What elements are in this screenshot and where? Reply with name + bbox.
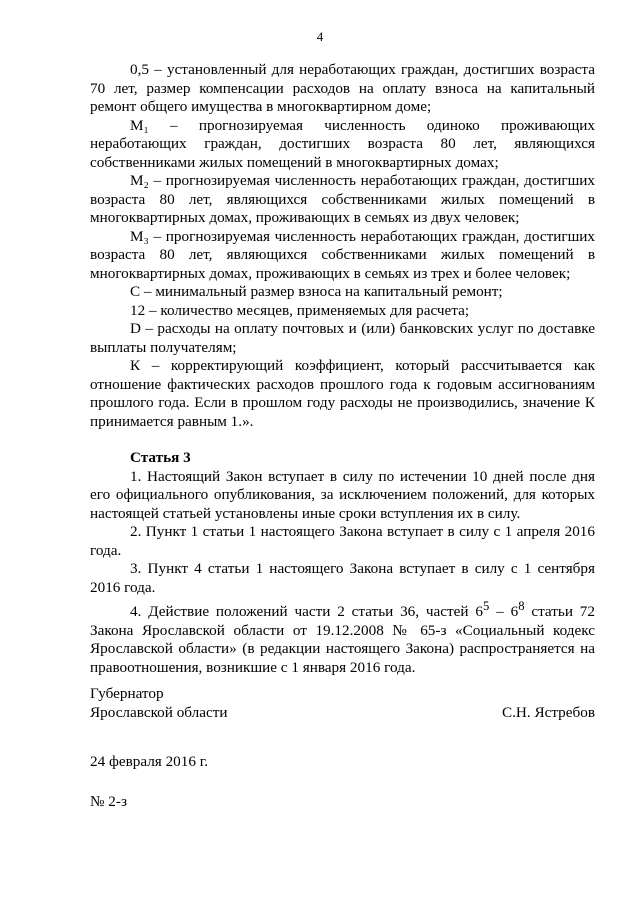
paragraph-m3: M₃ – прогнозируемая численность неработающих граждан, достигших возраста 80 лет, являющихся собственниками жилых помещений в многоквартирных домах, проживающих в семьях из трех и более человек;	[90, 227, 595, 282]
signatory-name: С.Н. Ястребов	[501, 703, 595, 721]
signatory-title-line-1: Губернатор	[90, 685, 164, 702]
point-4-text-start: 4. Действие положений части 2 статьи 36, частей 6	[130, 603, 483, 621]
paragraph-k: К – корректирующий коэффициент, который рассчитывается как отношение фактических расходов прошлого года к годовым ассигнованиям прошлого года. Если в прошлом году расходы не производились, значение К принимается равным 1.».	[90, 357, 595, 430]
point-4-text-end: статьи 72 Закона Ярославской области от 19.12.2008 № 65-з «Социальный кодекс Ярославской области» (в редакции настоящего Закона) распространяется на правоотношения, возникшие с 1 января 2016 года.	[90, 603, 595, 676]
article-3-point-3: 3. Пункт 4 статьи 1 настоящего Закона вступает в силу с 1 сентября 2016 года.	[90, 560, 595, 596]
document-body	[90, 61, 595, 677]
article-3-point-1: 1. Настоящий Закон вступает в силу по истечении 10 дней после дня его официального опубликования, за исключением положений, для которых настоящей статьей установлены иные сроки вступления их в силу.	[90, 467, 595, 522]
page-number: 4	[316, 29, 324, 44]
paragraph-coefficient-0-5: 0,5 – установленный для неработающих граждан, достигших возраста 70 лет, размер компенсации расходов на оплату взноса на капитальный ремонт общего имущества в многоквартирном доме;	[90, 61, 595, 115]
paragraph-d: D – расходы на оплату почтовых и (или) банковских услуг по доставке выплаты получателям;	[90, 320, 595, 356]
document-number: № 2-з	[90, 793, 127, 810]
document-date: 24 февраля 2016 г.	[90, 753, 209, 770]
point-4-text-dash: – 6	[489, 603, 519, 621]
superscript-8: 8	[518, 599, 525, 613]
paragraph-12: 12 – количество месяцев, применяемых для расчета;	[130, 301, 470, 319]
superscript-5: 5	[482, 599, 490, 613]
signatory-title-line-2: Ярославской области	[90, 703, 228, 721]
paragraph-m2: M₂ – прогнозируемая численность неработающих граждан, достигших возраста 80 лет, являющихся собственниками жилых помещений в многоквартирных домах, проживающих в семьях из двух человек;	[90, 172, 595, 226]
article-3-point-2: 2. Пункт 1 статьи 1 настоящего Закона вступает в силу с 1 апреля 2016 года.	[90, 523, 595, 559]
paragraph-m1: M₁ – прогнозируемая численность одиноко проживающих неработающих граждан, достигших возраста 80 лет, являющихся собственниками жилых помещений в многоквартирных домах;	[90, 116, 595, 171]
paragraph-c: С – минимальный размер взноса на капитальный ремонт;	[130, 283, 503, 300]
article-3-heading: Статья 3	[130, 449, 191, 466]
signature-block	[90, 685, 595, 722]
article-3-point-4	[90, 597, 595, 677]
